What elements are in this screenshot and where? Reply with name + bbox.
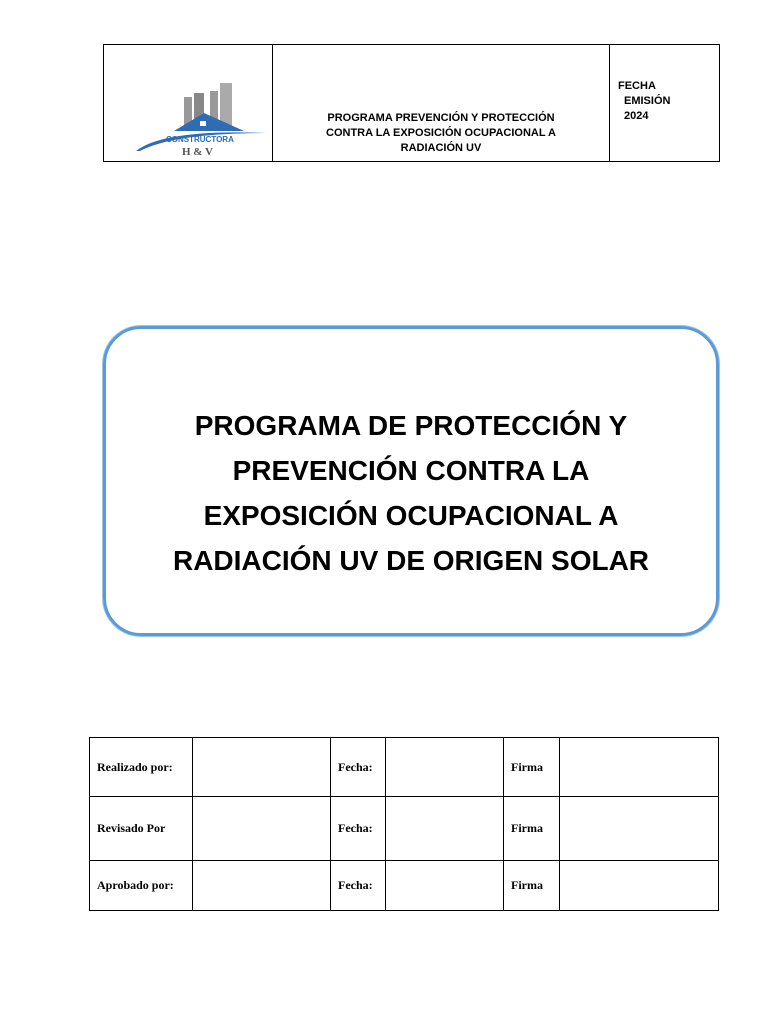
title-box [103, 326, 719, 636]
sign-label: Firma [504, 797, 560, 861]
company-logo [134, 81, 268, 161]
name-field[interactable] [193, 797, 331, 861]
date-label: Fecha: [331, 738, 386, 797]
header-title-line: PROGRAMA PREVENCIÓN Y PROTECCIÓN [327, 112, 555, 124]
main-title [106, 403, 716, 583]
table-row [90, 797, 719, 861]
sign-field[interactable] [560, 797, 719, 861]
role-label: Realizado por: [90, 738, 193, 797]
date-year: 2024 [624, 110, 649, 122]
name-field[interactable] [193, 861, 331, 911]
svg-text:H & V: H & V [182, 146, 213, 158]
sign-field[interactable] [560, 861, 719, 911]
header-title-line: RADIACIÓN UV [400, 142, 482, 154]
date-label: FECHA [618, 80, 656, 92]
table-row [90, 861, 719, 911]
header-title-line: CONTRA LA EXPOSICIÓN OCUPACIONAL A [326, 127, 556, 139]
main-title-line: EXPOSICIÓN OCUPACIONAL A [203, 500, 619, 531]
role-label: Aprobado por: [90, 861, 193, 911]
date-label: EMISIÓN [624, 95, 671, 107]
logo-cell [104, 45, 273, 161]
svg-text:CONSTRUCTORA: CONSTRUCTORA [166, 135, 234, 144]
sign-field[interactable] [560, 738, 719, 797]
main-title-line: RADIACIÓN UV DE ORIGEN SOLAR [172, 545, 650, 576]
sign-label: Firma [504, 738, 560, 797]
date-field[interactable] [386, 797, 504, 861]
date-label: Fecha: [331, 861, 386, 911]
header-title [273, 111, 609, 156]
name-field[interactable] [193, 738, 331, 797]
role-label: Revisado Por [90, 797, 193, 861]
header-date-cell [610, 45, 719, 161]
main-title-line: PROGRAMA DE PROTECCIÓN Y [194, 410, 628, 441]
document-header [103, 44, 720, 162]
signature-table [89, 737, 719, 911]
sign-label: Firma [504, 861, 560, 911]
date-field[interactable] [386, 861, 504, 911]
date-label: Fecha: [331, 797, 386, 861]
table-row [90, 738, 719, 797]
header-title-cell [273, 45, 610, 161]
main-title-line: PREVENCIÓN CONTRA LA [232, 455, 590, 486]
date-field[interactable] [386, 738, 504, 797]
